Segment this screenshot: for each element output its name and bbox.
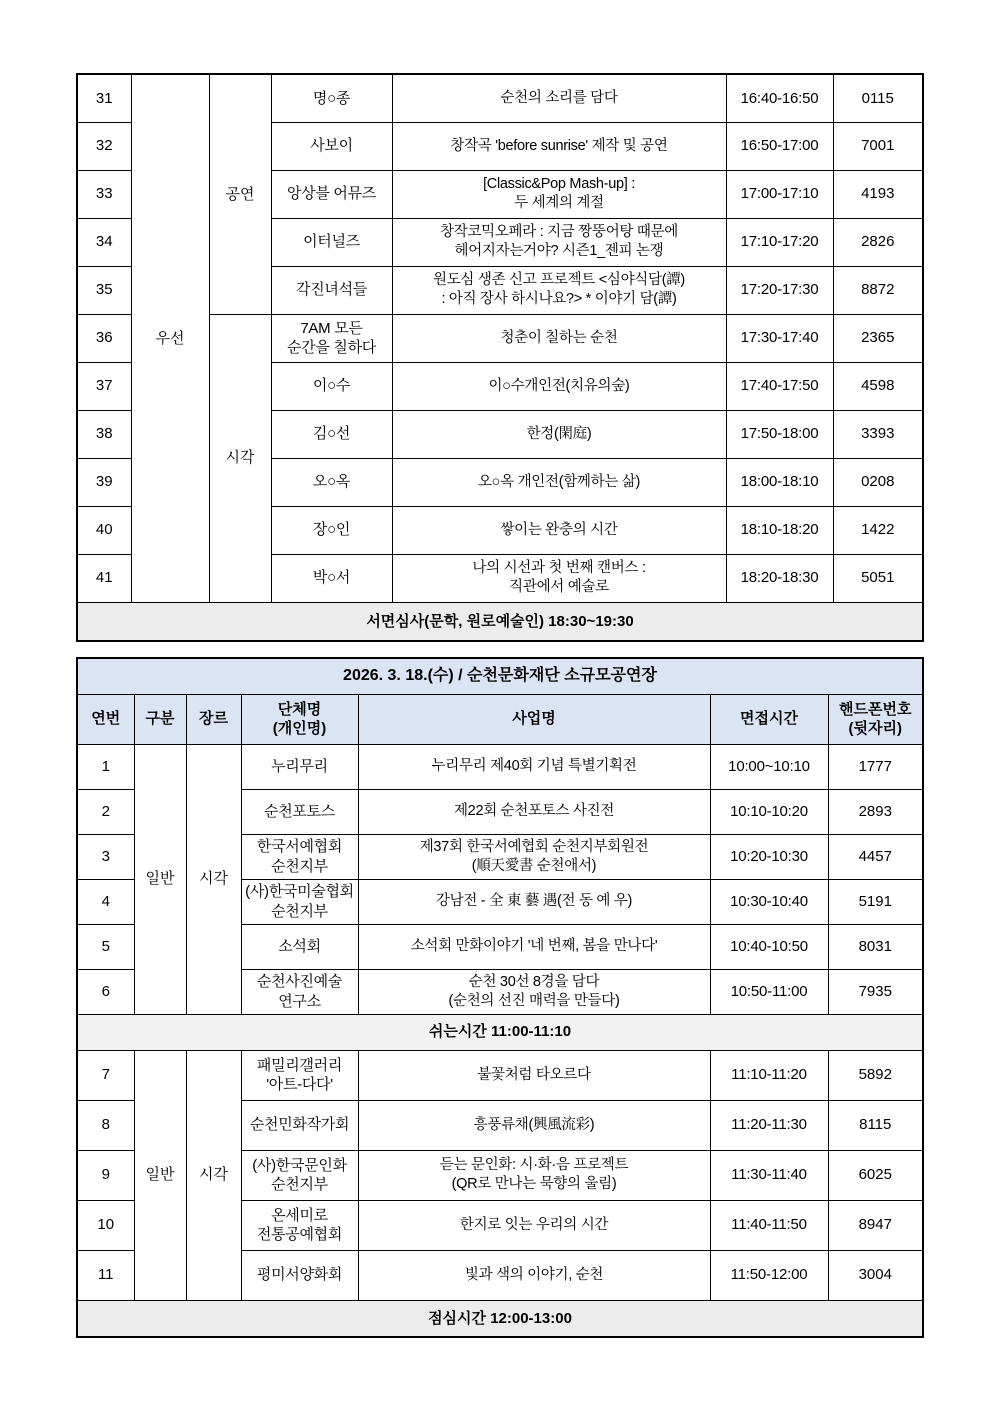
header-genre: 장르 [186, 694, 241, 744]
cell-no: 35 [77, 266, 131, 314]
cell-project-title: 소석회 만화이야기 '네 번째, 봄을 만나다' [358, 924, 710, 969]
cell-phone-last4: 6025 [828, 1150, 923, 1200]
cell-team-name: 순천사진예술 연구소 [241, 969, 358, 1014]
cell-phone-last4: 4457 [828, 834, 923, 879]
cell-project-title: 오○옥 개인전(함께하는 삶) [392, 458, 726, 506]
cell-team-name: 명○종 [271, 74, 392, 122]
cell-no: 3 [77, 834, 134, 879]
cell-team-name: 한국서예협회 순천지부 [241, 834, 358, 879]
header-team-name: 단체명 (개인명) [241, 694, 358, 744]
cell-team-name: 순천민화작가회 [241, 1100, 358, 1150]
table-row [77, 744, 923, 789]
cell-project-title: 누리무리 제40회 기념 특별기획전 [358, 744, 710, 789]
cell-phone-last4: 0208 [833, 458, 923, 506]
cell-team-name: 온세미로 전통공예협회 [241, 1200, 358, 1250]
cell-phone-last4: 8872 [833, 266, 923, 314]
cell-interview-time: 10:00~10:10 [710, 744, 828, 789]
cell-phone-last4: 0115 [833, 74, 923, 122]
cell-no: 6 [77, 969, 134, 1014]
cell-project-title: 빛과 색의 이야기, 순천 [358, 1250, 710, 1300]
cell-no: 8 [77, 1100, 134, 1150]
schedule-title-row [77, 658, 923, 694]
header-no: 연번 [77, 694, 134, 744]
cell-phone-last4: 8947 [828, 1200, 923, 1250]
cell-project-title: 창작코믹오페라 : 지금 짱뚱어탕 때문에 헤어지자는거야? 시즌1_젠피 논쟁 [392, 218, 726, 266]
cell-interview-time: 18:00-18:10 [726, 458, 833, 506]
cell-interview-time: 16:40-16:50 [726, 74, 833, 122]
cell-phone-last4: 5051 [833, 554, 923, 602]
interview-schedule-table-day2 [76, 657, 924, 1338]
cell-phone-last4: 2365 [833, 314, 923, 362]
cell-project-title: 원도심 생존 신고 프로젝트 <심야식담(譚) : 아직 장사 하시나요?> * 이야기 담(譚) [392, 266, 726, 314]
cell-team-name: (사)한국미술협회 순천지부 [241, 879, 358, 924]
cell-team-name: 순천포토스 [241, 789, 358, 834]
cell-interview-time: 17:20-17:30 [726, 266, 833, 314]
cell-phone-last4: 1422 [833, 506, 923, 554]
cell-team-name: 각진녀석들 [271, 266, 392, 314]
break-row [77, 1014, 923, 1050]
cell-team-name: 소석회 [241, 924, 358, 969]
cell-team-name: 박○서 [271, 554, 392, 602]
cell-interview-time: 10:20-10:30 [710, 834, 828, 879]
cell-genre: 시각 [186, 744, 241, 1014]
cell-interview-time: 18:10-18:20 [726, 506, 833, 554]
cell-project-title: 이○수개인전(치유의숲) [392, 362, 726, 410]
cell-team-name: 이터널즈 [271, 218, 392, 266]
cell-project-title: [Classic&Pop Mash-up] : 두 세계의 계절 [392, 170, 726, 218]
cell-project-title: 한정(閑庭) [392, 410, 726, 458]
cell-project-title: 창작곡 'before sunrise' 제작 및 공연 [392, 122, 726, 170]
cell-project-title: 강남전 - 全 東 藝 遇(전 동 예 우) [358, 879, 710, 924]
cell-no: 5 [77, 924, 134, 969]
cell-no: 11 [77, 1250, 134, 1300]
cell-phone-last4: 3004 [828, 1250, 923, 1300]
cell-no: 10 [77, 1200, 134, 1250]
cell-interview-time: 10:10-10:20 [710, 789, 828, 834]
cell-project-title: 청춘이 칠하는 순천 [392, 314, 726, 362]
cell-interview-time: 17:10-17:20 [726, 218, 833, 266]
cell-project-title: 한지로 잇는 우리의 시간 [358, 1200, 710, 1250]
header-project: 사업명 [358, 694, 710, 744]
cell-genre: 시각 [209, 314, 271, 602]
cell-interview-time: 10:30-10:40 [710, 879, 828, 924]
cell-phone-last4: 8031 [828, 924, 923, 969]
cell-team-name: 7AM 모든 순간을 칠하다 [271, 314, 392, 362]
cell-phone-last4: 7935 [828, 969, 923, 1014]
cell-project-title: 제22회 순천포토스 사진전 [358, 789, 710, 834]
lunch-row [77, 1300, 923, 1337]
cell-phone-last4: 5892 [828, 1050, 923, 1100]
cell-no: 31 [77, 74, 131, 122]
cell-phone-last4: 2893 [828, 789, 923, 834]
cell-project-title: 순천 30선 8경을 담다 (순천의 선진 매력을 만들다) [358, 969, 710, 1014]
lunch-time-note: 점심시간 12:00-13:00 [77, 1300, 923, 1337]
cell-project-title: 쌓이는 완충의 시간 [392, 506, 726, 554]
cell-phone-last4: 7001 [833, 122, 923, 170]
cell-category: 우선 [131, 74, 209, 602]
cell-no: 1 [77, 744, 134, 789]
cell-interview-time: 11:10-11:20 [710, 1050, 828, 1100]
cell-phone-last4: 8115 [828, 1100, 923, 1150]
cell-team-name: (사)한국문인화 순천지부 [241, 1150, 358, 1200]
cell-team-name: 김○선 [271, 410, 392, 458]
cell-interview-time: 11:50-12:00 [710, 1250, 828, 1300]
cell-project-title: 흥풍류채(興風流彩) [358, 1100, 710, 1150]
cell-category: 일반 [134, 1050, 186, 1300]
cell-no: 36 [77, 314, 131, 362]
table-row [77, 74, 923, 122]
cell-team-name: 누리무리 [241, 744, 358, 789]
header-phone: 핸드폰번호 (뒷자리) [828, 694, 923, 744]
interview-schedule-table-priority [76, 73, 924, 642]
cell-no: 2 [77, 789, 134, 834]
cell-project-title: 순천의 소리를 담다 [392, 74, 726, 122]
table-row [77, 1050, 923, 1100]
cell-interview-time: 17:30-17:40 [726, 314, 833, 362]
cell-team-name: 사보이 [271, 122, 392, 170]
cell-category: 일반 [134, 744, 186, 1014]
cell-no: 32 [77, 122, 131, 170]
cell-interview-time: 10:50-11:00 [710, 969, 828, 1014]
cell-no: 39 [77, 458, 131, 506]
cell-team-name: 패밀리갤러리 '아트-다다' [241, 1050, 358, 1100]
cell-interview-time: 17:50-18:00 [726, 410, 833, 458]
cell-team-name: 평미서양화회 [241, 1250, 358, 1300]
cell-interview-time: 17:00-17:10 [726, 170, 833, 218]
written-review-row [77, 602, 923, 641]
written-review-note: 서면심사(문학, 원로예술인) 18:30~19:30 [77, 602, 923, 641]
header-category: 구분 [134, 694, 186, 744]
cell-project-title: 제37회 한국서예협회 순천지부회원전 (順天愛書 순천애서) [358, 834, 710, 879]
cell-interview-time: 10:40-10:50 [710, 924, 828, 969]
cell-no: 7 [77, 1050, 134, 1100]
cell-team-name: 앙상블 어뮤즈 [271, 170, 392, 218]
break-time-note: 쉬는시간 11:00-11:10 [77, 1014, 923, 1050]
cell-no: 41 [77, 554, 131, 602]
cell-interview-time: 18:20-18:30 [726, 554, 833, 602]
cell-no: 4 [77, 879, 134, 924]
cell-no: 9 [77, 1150, 134, 1200]
cell-project-title: 나의 시선과 첫 번째 캔버스 : 직관에서 예술로 [392, 554, 726, 602]
cell-team-name: 장○인 [271, 506, 392, 554]
cell-phone-last4: 5191 [828, 879, 923, 924]
cell-no: 34 [77, 218, 131, 266]
cell-phone-last4: 3393 [833, 410, 923, 458]
cell-no: 40 [77, 506, 131, 554]
cell-interview-time: 17:40-17:50 [726, 362, 833, 410]
cell-interview-time: 11:40-11:50 [710, 1200, 828, 1250]
cell-phone-last4: 1777 [828, 744, 923, 789]
cell-phone-last4: 4193 [833, 170, 923, 218]
cell-no: 33 [77, 170, 131, 218]
header-interview-time: 면접시간 [710, 694, 828, 744]
schedule-title: 2026. 3. 18.(수) / 순천문화재단 소규모공연장 [77, 658, 923, 694]
cell-genre: 시각 [186, 1050, 241, 1300]
cell-team-name: 이○수 [271, 362, 392, 410]
cell-phone-last4: 4598 [833, 362, 923, 410]
cell-no: 38 [77, 410, 131, 458]
cell-interview-time: 11:20-11:30 [710, 1100, 828, 1150]
cell-phone-last4: 2826 [833, 218, 923, 266]
cell-project-title: 듣는 문인화: 시·화·음 프로젝트 (QR로 만나는 묵향의 울림) [358, 1150, 710, 1200]
cell-interview-time: 11:30-11:40 [710, 1150, 828, 1200]
cell-interview-time: 16:50-17:00 [726, 122, 833, 170]
cell-team-name: 오○옥 [271, 458, 392, 506]
cell-project-title: 불꽃처럼 타오르다 [358, 1050, 710, 1100]
cell-no: 37 [77, 362, 131, 410]
column-header-row [77, 694, 923, 744]
cell-genre: 공연 [209, 74, 271, 314]
